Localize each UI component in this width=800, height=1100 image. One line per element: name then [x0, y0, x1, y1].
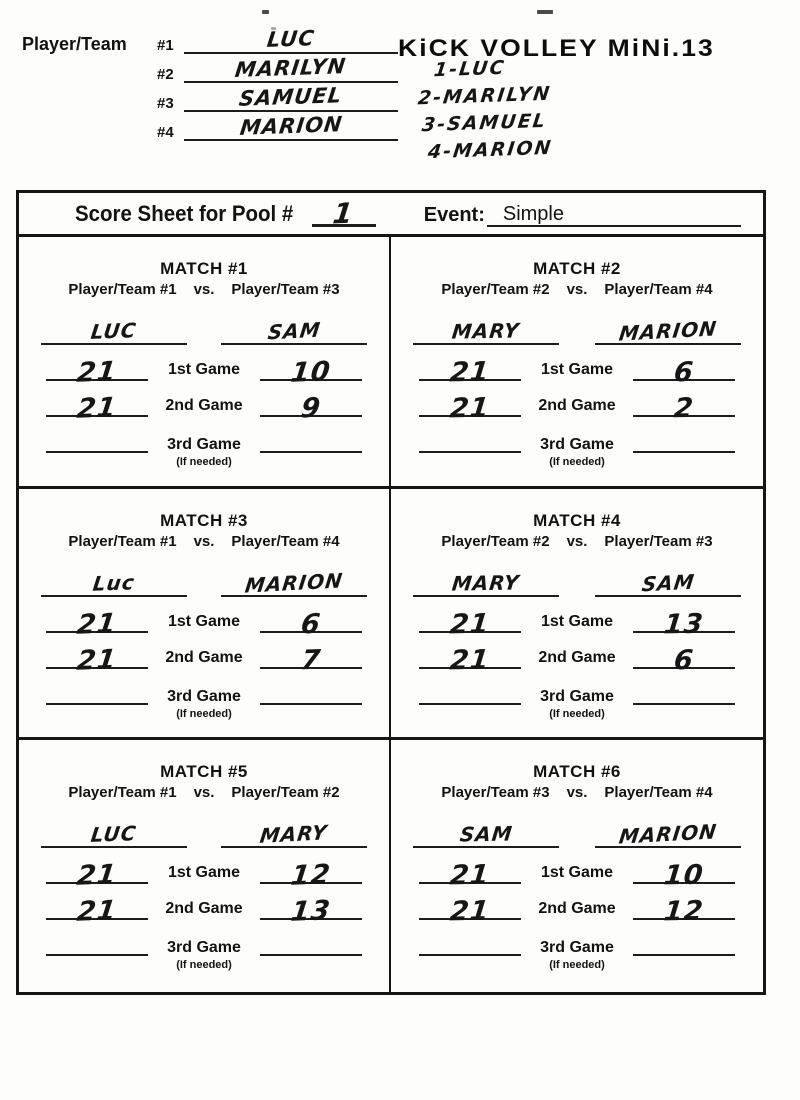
score-handwritten: 13 [289, 895, 333, 929]
left-score-line [419, 385, 521, 425]
right-score-line [260, 421, 362, 453]
score-handwritten: 21 [448, 608, 492, 641]
left-name-handwritten: LUC [89, 318, 139, 344]
left-score-line [419, 924, 521, 956]
game-2-row [19, 637, 389, 677]
names-row [391, 563, 763, 597]
right-score-line [633, 421, 735, 453]
game-3-label: 3rd Game [167, 436, 241, 453]
right-team-header: Player/Team #4 [231, 532, 340, 550]
left-name-line [41, 814, 187, 848]
game-2-label: 2nd Game [538, 397, 616, 414]
game-3-label-stack [162, 437, 246, 468]
pool-title-label: Score Sheet for Pool # [75, 201, 294, 226]
player-2-number: #2 [157, 66, 174, 83]
left-score-line [419, 637, 521, 677]
match-3-panel [19, 489, 391, 741]
right-name-line [221, 814, 367, 848]
left-score-line [46, 601, 148, 641]
score-handwritten: 21 [75, 392, 119, 425]
left-team-header: Player/Team #1 [68, 281, 177, 298]
left-score-line [419, 888, 521, 928]
sheet-header [19, 193, 763, 237]
vs-label: vs. [193, 784, 215, 802]
score-handwritten: 7 [299, 644, 323, 677]
game-3-label-stack [535, 437, 619, 468]
match-title: MATCH #1 [160, 259, 248, 278]
match-versus-header [68, 784, 339, 802]
if-needed-label: (If needed) [176, 456, 232, 468]
right-name-handwritten: SAM [640, 569, 696, 597]
match-title: MATCH #5 [160, 762, 248, 782]
roster-note-4: 4-MARION [426, 136, 554, 164]
names-row [391, 814, 763, 848]
score-handwritten: 21 [75, 356, 119, 389]
vs-label: vs. [566, 532, 588, 550]
vs-label: vs. [193, 281, 215, 298]
left-score-line [419, 349, 521, 389]
if-needed-label: (If needed) [549, 959, 605, 972]
game-3-row [391, 924, 763, 971]
left-score-line [46, 421, 148, 453]
right-score-line [260, 601, 362, 641]
game-1-row [391, 601, 763, 641]
names-row [391, 311, 763, 345]
names-row [19, 311, 389, 345]
right-team-header: Player/Team #3 [604, 532, 713, 550]
game-1-label: 1st Game [167, 864, 241, 882]
score-sheet-table [16, 190, 766, 995]
right-name-handwritten: MARION [243, 567, 345, 598]
score-handwritten: 10 [662, 859, 706, 892]
right-score-line [633, 637, 735, 676]
left-name-handwritten: LUC [89, 821, 139, 848]
game-3-label-stack [535, 940, 619, 971]
right-score-line [633, 852, 735, 892]
roster-note-1: 1-LUC [432, 56, 507, 82]
pool-number-handwritten: 1 [331, 196, 357, 231]
left-name-line [413, 814, 559, 848]
game-2-row [19, 888, 389, 929]
game-2-row [391, 385, 763, 425]
left-team-header: Player/Team #1 [68, 784, 177, 802]
score-handwritten: 10 [289, 356, 333, 389]
game-3-label: 3rd Game [540, 436, 614, 453]
vs-label: vs. [566, 784, 588, 802]
score-handwritten: 12 [662, 895, 706, 928]
left-team-header: Player/Team #3 [441, 784, 550, 802]
player-4-name-line [184, 107, 398, 141]
roster-note-2: 2-MARILYN [416, 82, 553, 110]
match-6-panel [391, 740, 763, 992]
right-name-handwritten: MARY [258, 820, 330, 849]
pool-number-line [312, 194, 376, 231]
right-score-line [260, 673, 362, 705]
game-3-label: 3rd Game [167, 939, 241, 957]
right-score-line [633, 601, 735, 641]
match-title: MATCH #3 [160, 510, 248, 530]
game-1-row [391, 349, 763, 389]
player-1-number: #1 [157, 37, 174, 54]
game-3-label-stack [162, 689, 246, 720]
match-1-panel [19, 237, 391, 489]
right-name-line [595, 311, 741, 345]
right-name-handwritten: MARION [617, 819, 719, 849]
right-name-line [595, 563, 741, 597]
left-name-line [41, 311, 187, 345]
left-name-handwritten: Luc [91, 569, 137, 596]
left-score-line [419, 421, 521, 453]
player-1-name-handwritten: LUC [265, 26, 317, 52]
scan-speck [262, 10, 269, 14]
right-team-header: Player/Team #3 [231, 281, 340, 298]
score-handwritten: 21 [75, 859, 119, 893]
game-2-label: 2nd Game [165, 397, 243, 414]
left-team-header: Player/Team #1 [68, 532, 177, 550]
left-name-line [41, 563, 187, 597]
game-2-row [19, 385, 389, 425]
score-handwritten: 21 [448, 356, 492, 389]
kick-volley-mini-13-logo: KiCK VOLLEY MiNi.13 [398, 34, 715, 62]
right-score-line [260, 637, 362, 677]
vs-label: vs. [566, 281, 588, 298]
score-handwritten: 21 [448, 895, 492, 928]
right-team-header: Player/Team #4 [604, 281, 713, 298]
vs-label: vs. [193, 532, 215, 550]
names-row [19, 563, 389, 597]
game-3-label: 3rd Game [540, 939, 614, 957]
match-versus-header [441, 533, 712, 551]
game-2-row [391, 888, 763, 928]
player-4-number: #4 [157, 124, 174, 141]
score-handwritten: 13 [662, 608, 706, 641]
game-3-row [391, 421, 763, 468]
player-team-label: Player/Team [22, 34, 127, 54]
right-name-handwritten: SAM [266, 317, 322, 345]
event-label: Event: [423, 204, 485, 226]
right-name-line [221, 311, 367, 345]
match-versus-header [68, 281, 339, 299]
match-versus-header [68, 533, 339, 551]
right-score-line [633, 349, 735, 389]
score-handwritten: 2 [672, 392, 696, 425]
game-3-label-stack [162, 940, 246, 971]
player-2-name-handwritten: MARILYN [234, 54, 349, 82]
game-1-label: 1st Game [167, 612, 241, 630]
left-score-line [419, 601, 521, 641]
score-handwritten: 21 [448, 392, 492, 425]
left-name-line [413, 311, 559, 345]
game-3-row [19, 924, 389, 971]
left-team-header: Player/Team #2 [441, 532, 550, 550]
game-1-label: 1st Game [540, 864, 614, 882]
match-title: MATCH #4 [533, 510, 621, 530]
player-4-name-handwritten: MARION [238, 112, 344, 140]
if-needed-label: (If needed) [549, 707, 605, 720]
if-needed-label: (If needed) [176, 959, 232, 972]
game-1-row [19, 349, 389, 389]
event-value: Simple [502, 203, 564, 225]
game-2-label: 2nd Game [165, 900, 243, 918]
match-versus-header [441, 784, 712, 802]
right-team-header: Player/Team #4 [604, 784, 713, 802]
game-1-label: 1st Game [167, 361, 241, 378]
right-score-line [633, 385, 735, 425]
score-handwritten: 12 [289, 859, 333, 893]
game-1-label: 1st Game [540, 612, 614, 630]
right-score-line [260, 924, 362, 956]
score-handwritten: 21 [75, 607, 119, 641]
game-2-label: 2nd Game [538, 900, 616, 918]
left-score-line [419, 852, 521, 892]
player-3-number: #3 [157, 95, 174, 112]
right-score-line [633, 888, 735, 928]
left-score-line [419, 673, 521, 705]
right-team-header: Player/Team #2 [231, 784, 340, 802]
score-handwritten: 6 [672, 356, 696, 389]
match-4-panel [391, 489, 763, 741]
game-3-row [19, 421, 389, 468]
if-needed-label: (If needed) [549, 456, 605, 468]
game-3-row [19, 673, 389, 720]
right-score-line [260, 852, 362, 893]
right-score-line [260, 385, 362, 425]
right-score-line [260, 349, 362, 389]
score-handwritten: 6 [299, 608, 323, 641]
score-handwritten: 21 [75, 895, 119, 929]
match-title: MATCH #2 [533, 259, 621, 278]
match-versus-header [441, 281, 712, 299]
game-2-label: 2nd Game [165, 648, 243, 666]
player-3-name-handwritten: SAMUEL [238, 83, 345, 111]
game-3-label-stack [535, 689, 619, 720]
game-2-row [391, 637, 763, 677]
score-handwritten: 21 [75, 643, 119, 677]
score-handwritten: 21 [448, 859, 492, 892]
left-name-handwritten: MARY [451, 570, 521, 596]
names-row [19, 814, 389, 848]
right-score-line [633, 924, 735, 956]
roster-note-3: 3-SAMUEL [420, 109, 549, 137]
game-1-row [391, 852, 763, 892]
left-score-line [46, 673, 148, 705]
match-2-panel [391, 237, 763, 489]
left-team-header: Player/Team #2 [441, 281, 550, 298]
game-3-label: 3rd Game [167, 687, 241, 705]
game-1-label: 1st Game [540, 361, 614, 378]
game-1-row [19, 852, 389, 893]
game-1-row [19, 601, 389, 641]
left-score-line [46, 385, 148, 425]
scan-speck [537, 10, 553, 14]
game-2-label: 2nd Game [538, 648, 616, 666]
game-3-label: 3rd Game [540, 687, 614, 705]
left-score-line [46, 924, 148, 956]
left-name-handwritten: MARY [451, 318, 521, 344]
score-handwritten: 21 [448, 644, 492, 677]
event-value-line [487, 199, 741, 227]
score-handwritten: 6 [672, 644, 696, 676]
right-score-line [260, 888, 362, 929]
left-name-handwritten: SAM [458, 821, 514, 847]
left-score-line [46, 637, 148, 677]
left-score-line [46, 888, 148, 929]
left-score-line [46, 349, 148, 389]
right-name-line [221, 563, 367, 597]
score-handwritten: 9 [299, 392, 323, 425]
right-name-line [595, 814, 741, 848]
right-score-line [633, 673, 735, 705]
left-score-line [46, 852, 148, 893]
right-name-handwritten: MARION [617, 316, 719, 346]
game-3-row [391, 673, 763, 720]
match-5-panel [19, 740, 391, 992]
if-needed-label: (If needed) [176, 707, 232, 720]
left-name-line [413, 563, 559, 597]
match-title: MATCH #6 [533, 762, 621, 782]
